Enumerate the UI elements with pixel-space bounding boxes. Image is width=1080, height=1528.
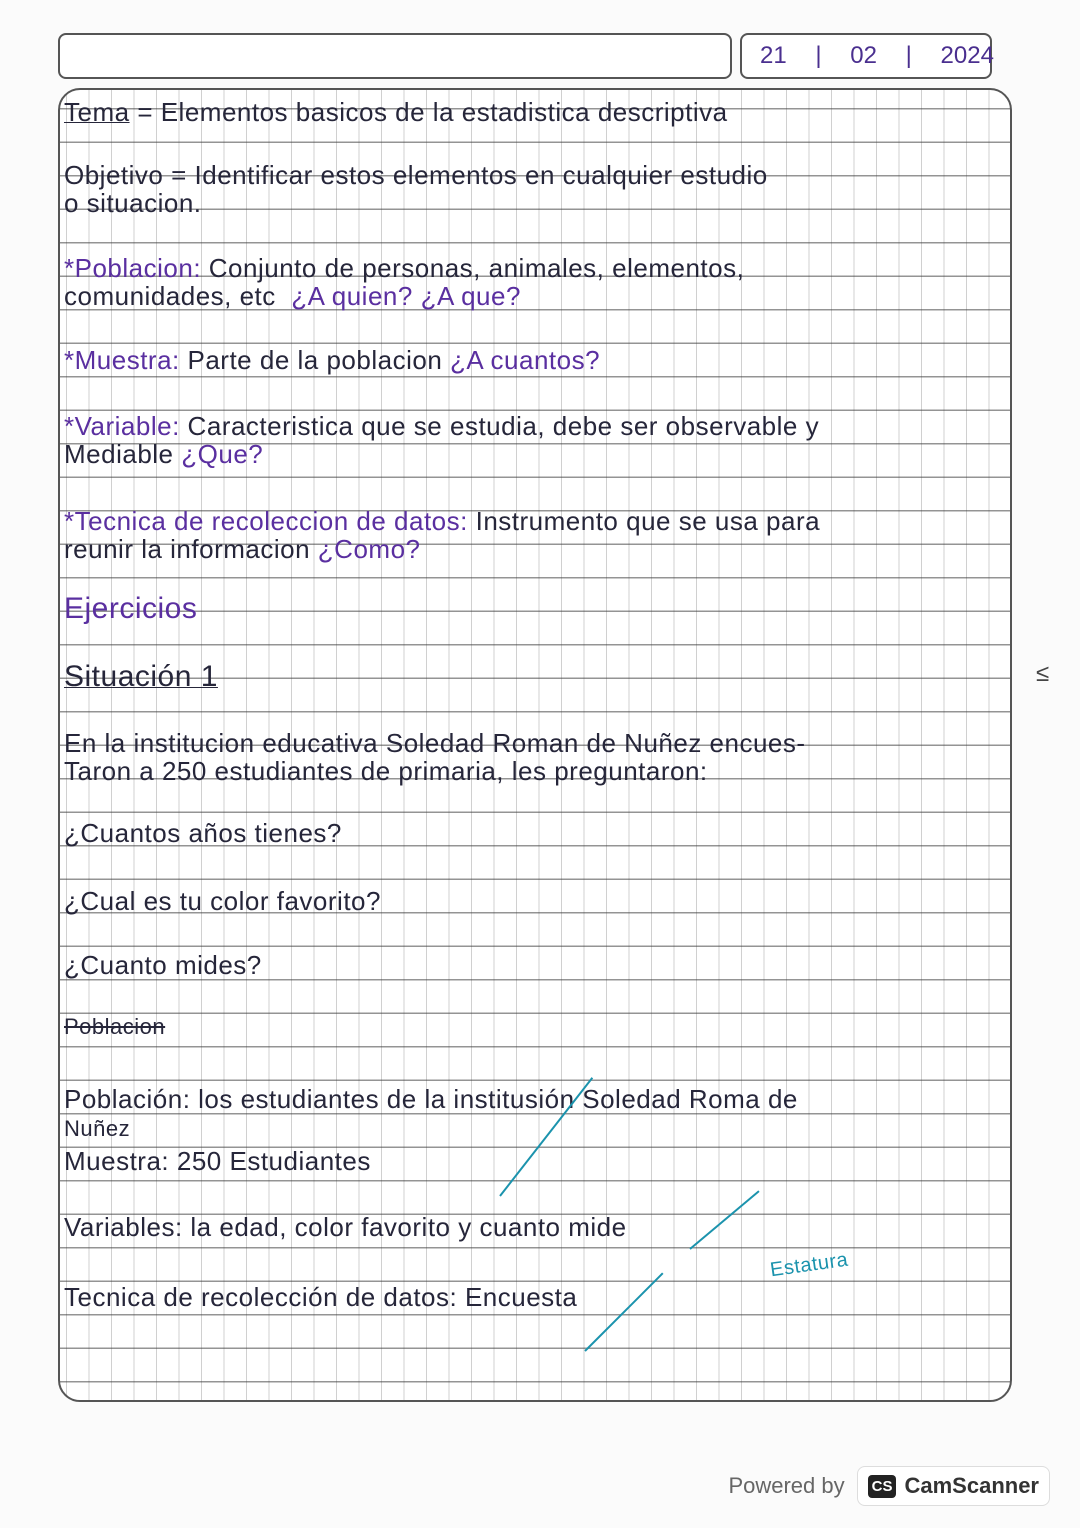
muestra-label: *Muestra: <box>64 345 180 375</box>
variable-line-2 <box>64 439 263 470</box>
muestra-question: ¿A cuantos? <box>450 345 601 375</box>
objetivo-line-2: o situacion. <box>64 188 202 218</box>
poblacion-label: *Poblacion: <box>64 253 202 283</box>
tema-text: = Elementos basicos de la estadistica descriptiva <box>137 97 728 127</box>
respuesta-tecnica: Tecnica de recolección de datos: Encuesta <box>64 1282 578 1312</box>
tecnica-text-2: reunir la informacion <box>64 534 311 564</box>
variable-question: ¿Que? <box>181 439 264 469</box>
variable-line <box>64 411 819 442</box>
camscanner-brand: CamScanner <box>904 1473 1039 1498</box>
respuesta-variables: Variables: la edad, color favorito y cuanto mide <box>64 1212 627 1242</box>
poblacion-line-2 <box>64 281 521 312</box>
tecnica-text: Instrumento que se usa para <box>475 506 821 536</box>
camscanner-badge <box>857 1466 1050 1506</box>
tecnica-line-2 <box>64 534 421 565</box>
scanner-footer <box>728 1466 1050 1506</box>
camscanner-logo-icon: CS <box>868 1475 897 1498</box>
margin-mark: ≤ <box>1036 660 1050 687</box>
tecnica-line <box>64 506 820 537</box>
objetivo-label: Objetivo <box>64 160 164 190</box>
pregunta-1: ¿Cuantos años tienes? <box>64 818 342 848</box>
variable-label: *Variable: <box>64 411 180 441</box>
tema-line <box>64 97 728 128</box>
enunciado-line-1: En la institucion educativa Soledad Roman de Nuñez encues- <box>64 728 806 758</box>
correccion-estatura: Estatura <box>768 1248 850 1282</box>
tema-label: Tema <box>64 97 130 127</box>
variable-text-2: Mediable <box>64 439 174 469</box>
objetivo-line <box>64 160 768 191</box>
poblacion-text-2: comunidades, etc <box>64 281 276 311</box>
pregunta-2: ¿Cual es tu color favorito? <box>64 886 381 916</box>
muestra-line <box>64 345 600 376</box>
muestra-text: Parte de la poblacion <box>187 345 443 375</box>
tecnica-question: ¿Como? <box>317 534 421 564</box>
poblacion-text: Conjunto de personas, animales, elementos, <box>208 253 745 283</box>
tachado-text: Poblacion <box>64 1014 166 1039</box>
respuesta-poblacion: Población: los estudiantes de la institusión Soledad Roma de <box>64 1084 798 1114</box>
powered-by-text: Powered by <box>728 1473 845 1498</box>
poblacion-question: ¿A quien? ¿A que? <box>291 281 521 311</box>
enunciado-line-2: Taron a 250 estudiantes de primaria, les preguntaron: <box>64 756 708 786</box>
respuesta-muestra: Muestra: 250 Estudiantes <box>64 1146 371 1176</box>
poblacion-line <box>64 253 744 284</box>
pregunta-3: ¿Cuanto mides? <box>64 950 262 980</box>
respuesta-poblacion-2: Nuñez <box>64 1116 131 1141</box>
variable-text: Caracteristica que se estudia, debe ser observable y <box>187 411 820 441</box>
date: 21 | 02 | 2024 <box>760 42 994 69</box>
objetivo-text: = Identificar estos elementos en cualquier estudio <box>171 160 768 190</box>
ejercicios-heading: Ejercicios <box>64 592 198 625</box>
tecnica-label: *Tecnica de recoleccion de datos: <box>64 506 468 536</box>
title-box <box>58 33 732 79</box>
situacion-heading: Situación 1 <box>64 660 218 693</box>
